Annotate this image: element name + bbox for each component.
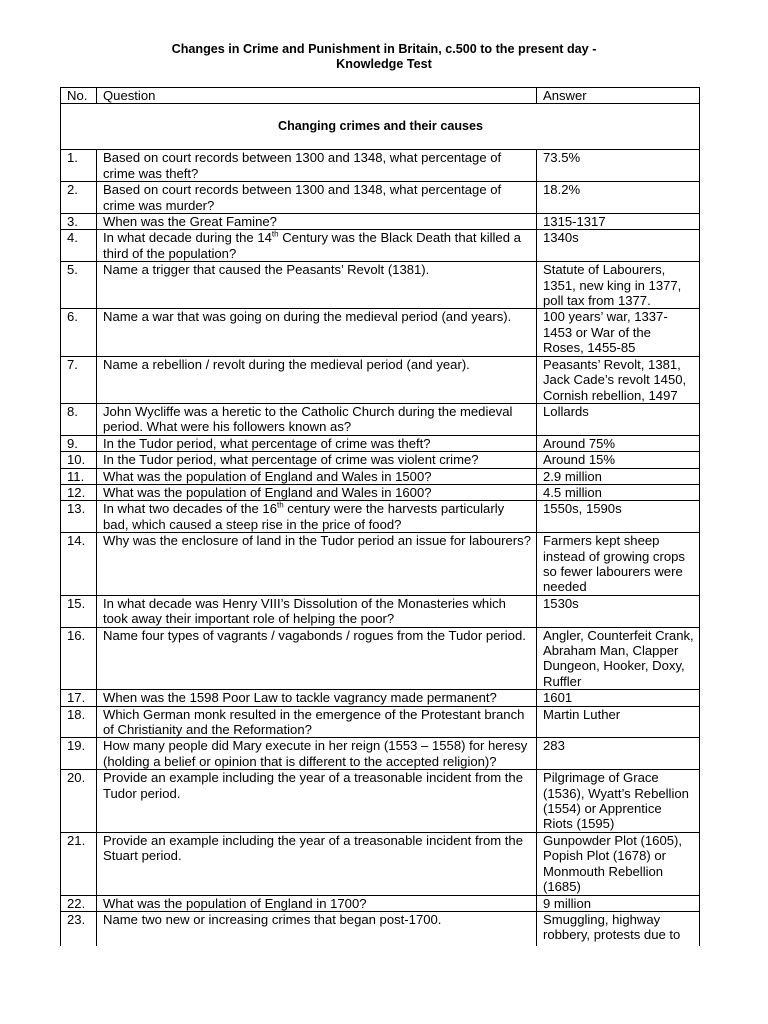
answer-cell: Statute of Labourers, 1351, new king in 1377, poll tax from 1377. [537,262,700,309]
document-title [0,42,768,72]
header-question: Question [97,88,537,104]
header-row [61,88,700,104]
answer-cell: Angler, Counterfeit Crank, Abraham Man, Clapper Dungeon, Hooker, Doxy, Ruffler [537,627,700,690]
row-number: 13. [61,501,97,533]
table-row [61,770,700,833]
row-number: 11. [61,468,97,484]
answer-cell: 73.5% [537,150,700,182]
ordinal-suffix: th [276,500,284,510]
answer-cell: 2.9 million [537,468,700,484]
knowledge-test-table [60,87,700,946]
answer-cell: 1315-1317 [537,214,700,230]
table-row [61,832,700,895]
table-row [61,214,700,230]
answer-cell: Peasants’ Revolt, 1381, Jack Cade’s revolt 1450, Cornish rebellion, 1497 [537,356,700,403]
question-cell: Based on court records between 1300 and 1348, what percentage of crime was theft? [97,150,537,182]
table-row [61,501,700,533]
answer-cell: 4.5 million [537,484,700,500]
row-number: 18. [61,706,97,738]
row-number: 14. [61,533,97,596]
question-cell: Name two new or increasing crimes that began post-1700. [97,911,537,946]
question-cell: How many people did Mary execute in her reign (1553 – 1558) for heresy (holding a belief or opinion that is different to the accepted religion)? [97,738,537,770]
row-number: 21. [61,832,97,895]
row-number: 10. [61,452,97,468]
ordinal-suffix: th [271,230,279,240]
row-number: 5. [61,262,97,309]
table-row [61,533,700,596]
question-cell: Why was the enclosure of land in the Tudor period an issue for labourers? [97,533,537,596]
question-cell: Name four types of vagrants / vagabonds / rogues from the Tudor period. [97,627,537,690]
row-number: 8. [61,403,97,435]
row-number: 20. [61,770,97,833]
row-number: 2. [61,182,97,214]
row-number: 22. [61,895,97,911]
question-text: In what two decades of the 16 [103,501,277,517]
title-line-2: Knowledge Test [336,57,432,71]
question-cell: Name a war that was going on during the medieval period (and years). [97,309,537,356]
section-heading: Changing crimes and their causes [61,104,700,150]
question-text: Century was the Black Death that killed a third of the population? [103,230,521,261]
table-row [61,262,700,309]
row-number: 4. [61,230,97,262]
question-cell: Provide an example including the year of a treasonable incident from the Tudor period. [97,770,537,833]
question-cell: Based on court records between 1300 and 1348, what percentage of crime was murder? [97,182,537,214]
answer-cell: 1550s, 1590s [537,501,700,533]
table-row [61,484,700,500]
answer-cell: Smuggling, highway robbery, protests due to [537,911,700,946]
table-row [61,435,700,451]
row-number: 17. [61,690,97,706]
table-row [61,911,700,946]
table-row [61,595,700,627]
row-number: 6. [61,309,97,356]
question-cell: When was the Great Famine? [97,214,537,230]
answer-cell: Around 15% [537,452,700,468]
table-row [61,627,700,690]
row-number: 16. [61,627,97,690]
answer-cell: 9 million [537,895,700,911]
table-row [61,309,700,356]
question-cell: What was the population of England in 1700? [97,895,537,911]
question-cell: When was the 1598 Poor Law to tackle vagrancy made permanent? [97,690,537,706]
answer-cell: Lollards [537,403,700,435]
answer-cell: 1601 [537,690,700,706]
row-number: 3. [61,214,97,230]
question-cell: Name a trigger that caused the Peasants’ Revolt (1381). [97,262,537,309]
header-no: No. [61,88,97,104]
question-cell: In the Tudor period, what percentage of crime was violent crime? [97,452,537,468]
question-cell: In the Tudor period, what percentage of crime was theft? [97,435,537,451]
header-answer: Answer [537,88,700,104]
row-number: 9. [61,435,97,451]
answer-cell: Martin Luther [537,706,700,738]
table-row [61,356,700,403]
question-text: century were the harvests particularly bad, which caused a steep rise in the price of food? [103,501,505,532]
question-cell: What was the population of England and Wales in 1500? [97,468,537,484]
question-cell [97,230,537,262]
answer-cell: Around 75% [537,435,700,451]
answer-cell: 100 years’ war, 1337-1453 or War of the Roses, 1455-85 [537,309,700,356]
row-number: 7. [61,356,97,403]
question-cell: In what decade was Henry VIII’s Dissolution of the Monasteries which took away their important role of helping the poor? [97,595,537,627]
row-number: 1. [61,150,97,182]
answer-cell: Farmers kept sheep instead of growing crops so fewer labourers were needed [537,533,700,596]
answer-cell: 1530s [537,595,700,627]
question-cell: John Wycliffe was a heretic to the Catholic Church during the medieval period. What were his followers known as? [97,403,537,435]
section-row [61,104,700,150]
row-number: 15. [61,595,97,627]
question-cell: Name a rebellion / revolt during the medieval period (and year). [97,356,537,403]
table-row [61,690,700,706]
question-text: In what decade during the 14 [103,230,272,246]
question-cell: Which German monk resulted in the emergence of the Protestant branch of Christianity and the Reformation? [97,706,537,738]
table-row [61,150,700,182]
answer-cell: Pilgrimage of Grace (1536), Wyatt’s Rebellion (1554) or Apprentice Riots (1595) [537,770,700,833]
row-number: 23. [61,911,97,946]
table-row [61,230,700,262]
table-row [61,895,700,911]
question-cell [97,501,537,533]
answer-cell: 1340s [537,230,700,262]
table-row [61,738,700,770]
answer-cell: 18.2% [537,182,700,214]
table-row [61,182,700,214]
row-number: 12. [61,484,97,500]
table-row [61,706,700,738]
table-row [61,452,700,468]
question-cell: What was the population of England and Wales in 1600? [97,484,537,500]
question-cell: Provide an example including the year of a treasonable incident from the Stuart period. [97,832,537,895]
row-number: 19. [61,738,97,770]
title-line-1: Changes in Crime and Punishment in Britain, c.500 to the present day - [171,42,597,56]
table-row [61,403,700,435]
answer-cell: 283 [537,738,700,770]
answer-cell: Gunpowder Plot (1605), Popish Plot (1678) or Monmouth Rebellion (1685) [537,832,700,895]
table-row [61,468,700,484]
